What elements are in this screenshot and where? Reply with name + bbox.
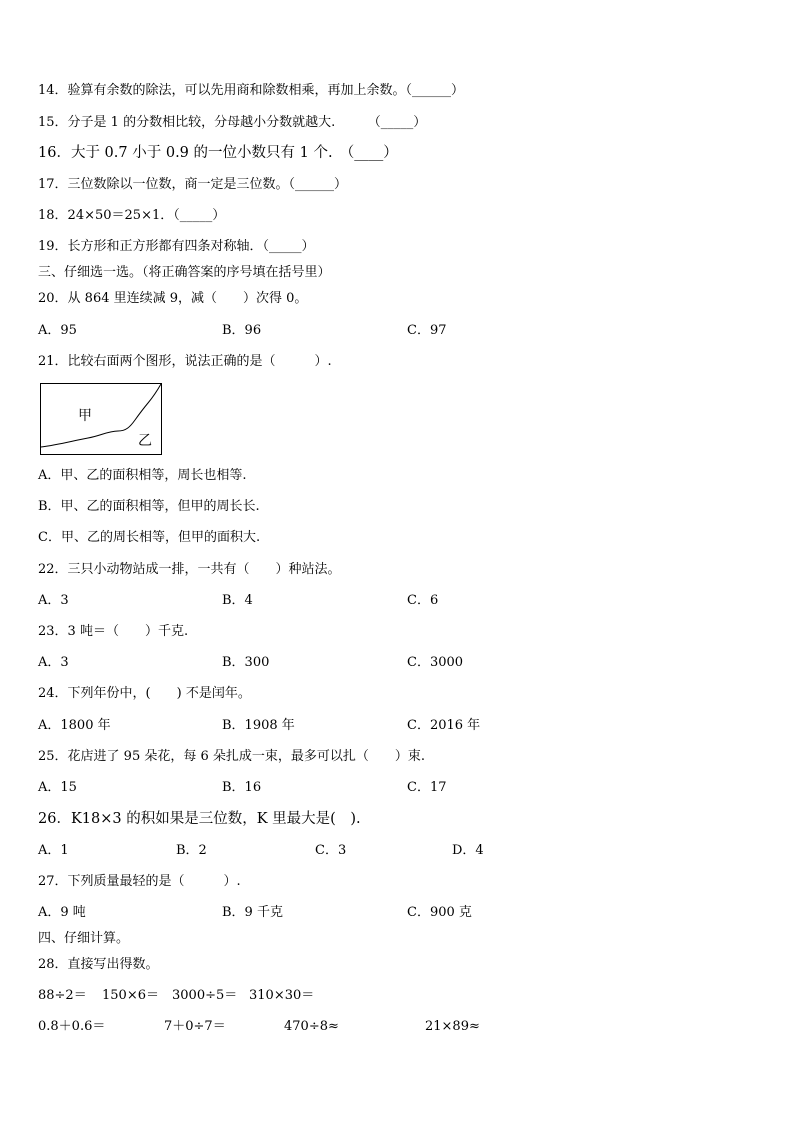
section-4-title: 四、仔细计算。 [38,931,130,946]
option-b: B．16 [222,780,262,795]
question-number: 27． [38,874,68,889]
shape-figure [40,383,162,455]
question-text: 3 吨＝（ ）千克. [67,624,189,639]
section-3-title: 三、仔细选一选。（将正确答案的序号填在括号里） [38,265,331,280]
question-text: 直接写出得数。 [67,957,159,972]
question-14 [38,83,464,99]
option-c: C．900 克 [407,905,472,920]
shape-label-yi: 乙 [138,433,152,449]
option-c: C．6 [407,593,439,608]
question-20 [38,291,307,307]
option-c: C．17 [407,780,447,795]
option-d: D．4 [452,843,484,858]
question-25 [38,749,425,765]
question-text: 分子是 1 的分数相比较，分母越小分数就越大. （_____） [67,115,427,130]
question-number: 14． [38,83,68,98]
option-c: C．2016 年 [407,718,481,733]
option-a: A．95 [38,323,77,338]
question-number: 21． [38,354,68,369]
question-number: 28． [38,957,68,972]
question-19 [38,239,315,255]
question-text: K18×3 的积如果是三位数，K 里最大是( ). [70,811,361,827]
question-number: 19． [38,239,68,254]
question-text: 验算有余数的除法，可以先用商和除数相乘，再加上余数。（______） [67,83,465,98]
question-number: 22． [38,562,68,577]
option-a: A．1800 年 [38,718,111,733]
calc-item: 150×6＝ [102,988,159,1003]
question-text: 长方形和正方形都有四条对称轴．（_____） [67,239,315,254]
question-text: 下列质量最轻的是（ ）. [67,874,241,889]
question-number: 25． [38,749,68,764]
question-text: 24×50＝25×1．（_____） [67,208,226,223]
question-number: 17． [38,177,68,192]
question-number: 23． [38,624,68,639]
question-23 [38,624,188,640]
option-c: C．甲、乙的周长相等，但甲的面积大. [38,530,261,545]
question-26 [38,811,361,827]
option-b: B．300 [222,655,270,670]
shape-label-jia: 甲 [78,408,92,424]
calc-item: 310×30＝ [249,988,315,1003]
question-text: 从 864 里连续减 9，减（ ）次得 0。 [67,291,308,306]
question-16 [38,145,398,161]
option-b: B．2 [176,843,207,858]
question-28 [38,957,159,973]
question-number: 16． [38,145,71,161]
question-17 [38,177,347,193]
calc-item: 88÷2＝ [38,988,87,1003]
option-b: B．1908 年 [222,718,295,733]
option-a: A．3 [38,593,69,608]
option-c: C．97 [407,323,447,338]
option-b: B．4 [222,593,253,608]
calc-item: 3000÷5＝ [172,988,238,1003]
calc-item: 470÷8≈ [284,1019,339,1034]
question-text: 下列年份中，( ) 不是闰年。 [67,686,251,701]
question-number: 20． [38,291,68,306]
question-text: 三只小动物站成一排，一共有（ ）种站法。 [67,562,341,577]
option-c: C．3000 [407,655,464,670]
calc-item: 21×89≈ [425,1019,480,1034]
question-27 [38,874,241,890]
calc-item: 7＋0÷7＝ [164,1019,226,1034]
option-b: B．9 千克 [222,905,283,920]
option-a: A．1 [38,843,69,858]
question-number: 15． [38,115,68,130]
question-15 [38,115,426,131]
question-21 [38,354,332,370]
option-a: A．甲、乙的面积相等，周长也相等. [38,468,247,483]
question-text: 比较右面两个图形，说法正确的是（ ）. [67,354,332,369]
option-c: C．3 [315,843,347,858]
option-b: B．96 [222,323,262,338]
question-text: 三位数除以一位数，商一定是三位数。（______） [67,177,348,192]
question-number: 18． [38,208,68,223]
question-18 [38,208,225,224]
question-text: 大于 0.7 小于 0.9 的一位小数只有 1 个. （____） [70,145,398,161]
question-22 [38,562,341,578]
question-text: 花店进了 95 朵花，每 6 朵扎成一束，最多可以扎（ ）束. [67,749,426,764]
option-b: B．甲、乙的面积相等，但甲的周长长. [38,499,260,514]
calc-item: 0.8＋0.6＝ [38,1019,106,1034]
option-a: A．15 [38,780,77,795]
question-24 [38,686,251,702]
question-number: 26． [38,811,71,827]
question-number: 24． [38,686,68,701]
option-a: A．9 吨 [38,905,86,920]
option-a: A．3 [38,655,69,670]
